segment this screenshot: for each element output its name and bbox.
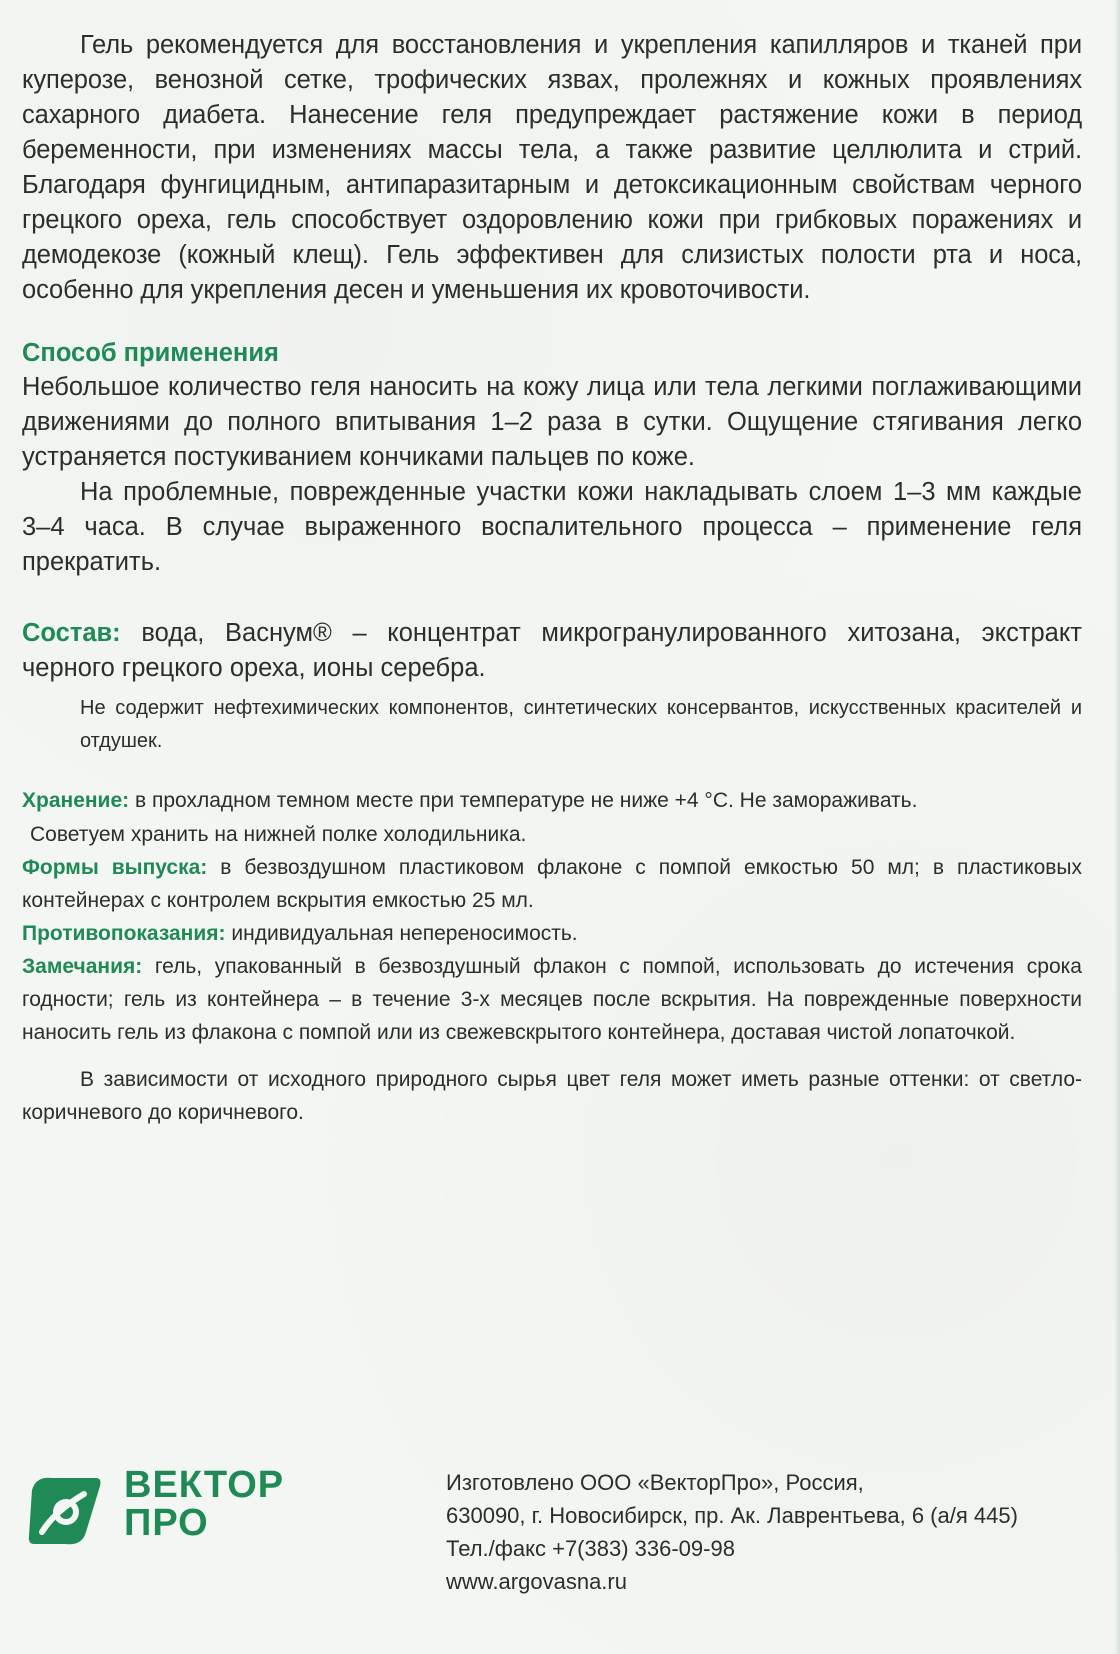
- method-paragraph-2: На проблемные, поврежденные участки кожи накладывать слоем 1–3 мм каждые 3–4 часа. В случае выраженного воспалительного процесса – применение геля прекратить.: [22, 478, 1082, 576]
- color-note-paragraph: В зависимости от исходного природного сырья цвет геля может иметь разные оттенки: от светло-коричневого до коричневого.: [22, 1068, 1082, 1124]
- vector-pro-logo-icon: [26, 1472, 104, 1550]
- storage-text: в прохладном темном месте при температуре не ниже +4 °С. Не замораживать.: [129, 789, 918, 812]
- method-heading: Способ применения: [22, 339, 279, 367]
- storage-advice: Советуем хранить на нижней полке холодильника.: [30, 823, 527, 846]
- manufacturer-name: Изготовлено ООО «ВекторПро», Россия,: [446, 1470, 864, 1495]
- paper-edge: [1114, 0, 1120, 1654]
- composition-text: вода, Васнум® – концентрат микрогранулированного хитозана, экстракт черного грецкого ореха, ионы серебра.: [22, 619, 1082, 682]
- forms-paragraph: [22, 851, 1082, 917]
- composition-note: Не содержит нефтехимических компонентов, синтетических консервантов, искусственных красителей и отдушек.: [80, 697, 1082, 752]
- storage-paragraph: [22, 784, 1082, 818]
- leaflet-content: [22, 28, 1082, 1129]
- intro-paragraph: Гель рекомендуется для восстановления и укрепления капилляров и тканей при куперозе, венозной сетке, трофических язвах, пролежнях и кожных проявлениях сахарного диабета. Нанесение геля предупреждает растяжение кожи в период беременности, при изменениях массы тела, а также развитие целлюлита и стрий. Благодаря фунгицидным, антипаразитарным и детоксикационным свойствам черного грецкого ореха, гель способствует оздоровлению кожи при грибковых поражениях и демодекозе (кожный клещ). Гель эффективен для слизистых полости рта и носа, особенно для укрепления десен и уменьшения их кровоточивости.: [22, 31, 1082, 304]
- manufacturer-address: 630090, г. Новосибирск, пр. Ак. Лаврентьева, 6 (а/я 445): [446, 1503, 1018, 1528]
- forms-label: Формы выпуска:: [22, 856, 208, 879]
- manufacturer-phone: Тел./факс +7(383) 336-09-98: [446, 1536, 735, 1561]
- brand-name: [124, 1466, 284, 1542]
- storage-label: Хранение:: [22, 789, 130, 812]
- composition-paragraph: [22, 616, 1082, 686]
- remarks-paragraph: [22, 950, 1082, 1049]
- brand-line-1: ВЕКТОР: [124, 1464, 285, 1506]
- method-paragraph-1: Небольшое количество геля наносить на кожу лица или тела легкими поглаживающими движениями до полного впитывания 1–2 раза в сутки. Ощущение стягивания легко устраняется постукиванием кончиками пальцев по коже.: [22, 373, 1082, 471]
- brand-line-2: ПРО: [124, 1502, 209, 1544]
- composition-label: Состав:: [22, 619, 121, 647]
- remarks-label: Замечания:: [22, 955, 143, 978]
- forms-text: в безвоздушном пластиковом флаконе с помпой емкостью 50 мл; в пластиковых контейнерах с контролем вскрытия емкостью 25 мл.: [22, 856, 1082, 912]
- manufacturer-website[interactable]: www.argovasna.ru: [446, 1569, 627, 1594]
- contraindications-label: Противопоказания:: [22, 922, 226, 945]
- remarks-text: гель, упакованный в безвоздушный флакон с помпой, использовать до истечения срока годности; гель из контейнера – в течение 3-х месяцев после вскрытия. На поврежденные поверхности наносить гель из флакона с помпой или из свежевскрытого контейнера, доставая чистой лопаточкой.: [22, 955, 1082, 1044]
- contraindications-paragraph: [22, 917, 1082, 950]
- contraindications-text: индивидуальная непереносимость.: [225, 922, 578, 945]
- manufacturer-info: [446, 1466, 1018, 1598]
